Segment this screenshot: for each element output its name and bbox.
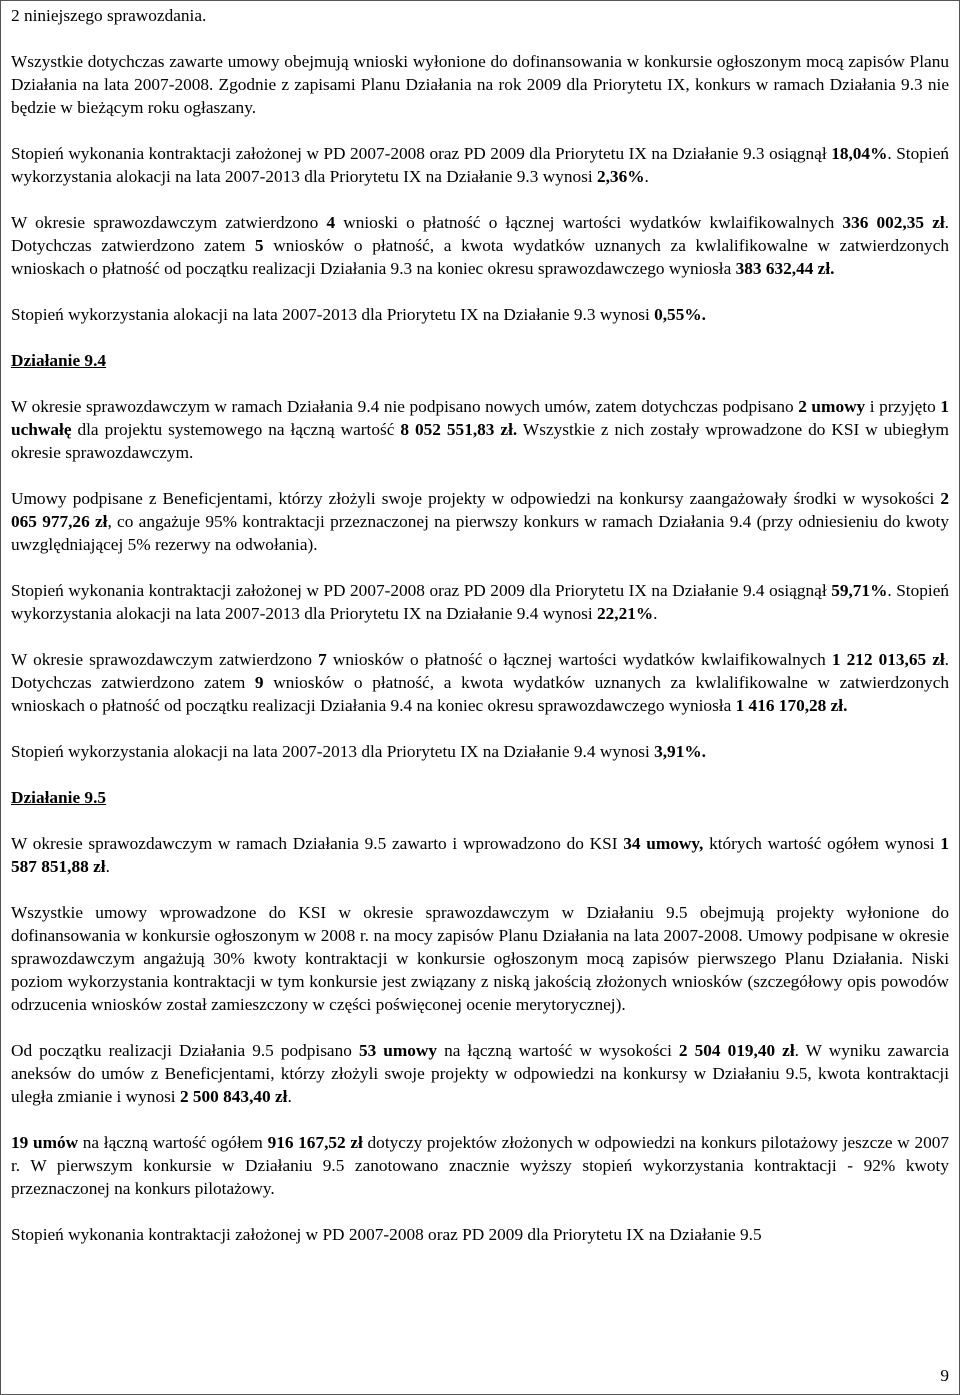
- paragraph-text: Stopień wykonania kontraktacji założonej w PD 2007-2008 oraz PD 2009 dla Priorytetu IX na Działanie 9.5: [11, 1225, 762, 1244]
- paragraph-beneficiaries-9-4: [11, 487, 949, 556]
- bold-value: 19 umów: [11, 1133, 79, 1152]
- bold-value: 2 065 977,26 zł: [11, 489, 949, 531]
- paragraph-text: . W wyniku zawarcia aneksów do umów z Beneficjentami, którzy złożyli swoje projekty w odpowiedzi na konkursy w Działaniu 9.5, kwota kontraktacji uległa zmianie i wynosi: [11, 1041, 949, 1106]
- bold-value: 1 212 013,65 zł: [831, 650, 945, 669]
- paragraph-contracting-level-9-4: [11, 579, 949, 625]
- paragraph-text: Wszystkie umowy wprowadzone do KSI w okresie sprawozdawczym w Działaniu 9.5 obejmują projekty wyłonione do dofinansowania w konkursie ogłoszonym w 2008 r. na mocy zapisów Planu Działania na lata 2007-2008. Umowy podpisane w okresie sprawozdawczym angażują 30% kwoty kontraktacji w konkursie ogłoszonym mocą zapisów pierwszego Planu Działania. Niski poziom wykorzystania kontraktacji w tym konkursie jest związany z niską jakością złożonych wniosków (szczegółowy opis powodów odrzucenia wniosków został zamieszczony w części poświęconej ocenie merytorycznej).: [11, 903, 949, 1014]
- bold-value: 916 167,52 zł: [267, 1133, 363, 1152]
- paragraph-text: . Dotychczas zatwierdzono zatem: [11, 213, 949, 255]
- paragraph-contracts-9-4: [11, 395, 949, 464]
- paragraph-text: .: [287, 1087, 292, 1106]
- paragraph-contracting-level-9-3: [11, 142, 949, 188]
- paragraph-text: wnioski o płatność o łącznej wartości wydatków kwlaifikowalnych: [335, 213, 843, 232]
- paragraph-text: i przyjęto: [865, 397, 941, 416]
- paragraph-text: Wszystkie z nich zostały wprowadzone do KSI w ubiegłym okresie sprawozdawczym.: [11, 420, 950, 462]
- paragraph-text: Umowy podpisane z Beneficjentami, którzy złożyli swoje projekty w odpowiedzi na konkursy zaangażowały środki w wysokości: [11, 489, 941, 508]
- paragraph-contracting-level-9-5: [11, 1223, 949, 1246]
- paragraph-allocation-usage-9-4: [11, 740, 949, 763]
- bold-value: 8 052 551,83 zł.: [400, 420, 518, 439]
- paragraph-allocation-usage-9-3: [11, 303, 949, 326]
- paragraph-text: dotyczy projektów złożonych w odpowiedzi na konkurs pilotażowy jeszcze w 2007 r. W pierwszym konkursie w Działaniu 9.5 zanotowano znacznie wyższy stopień wykorzystania kontraktacji - 92% kwoty przeznaczonej na konkurs pilotażowy.: [11, 1133, 950, 1198]
- paragraph-text: W okresie sprawozdawczym w ramach Działania 9.4 nie podpisano nowych umów, zatem dotychczas podpisano: [11, 397, 799, 416]
- paragraph-text: wniosków o płatność o łącznej wartości wydatków kwlaifikowalnych: [326, 650, 832, 669]
- paragraph-ksi-contracts-9-5: [11, 901, 949, 1016]
- paragraph-text: Stopień wykonania kontraktacji założonej w PD 2007-2008 oraz PD 2009 dla Priorytetu IX na Działanie 9.3 osiągnął: [11, 144, 832, 163]
- paragraph-text: .: [105, 857, 110, 876]
- bold-value: 1 416 170,28 zł.: [735, 696, 848, 715]
- paragraph-text: wniosków o płatność, a kwota wydatków uznanych za kwlalifikowalne w zatwierdzonych wnioskach o płatność od początku realizacji Działania 9.3 na koniec okresu sprawozdawczego wyniosła: [11, 236, 949, 278]
- paragraph-payment-claims-9-3: [11, 211, 949, 280]
- bold-value: 53 umowy: [358, 1041, 438, 1060]
- paragraph-text: .: [653, 604, 658, 623]
- paragraph-text: na łączną wartość ogółem: [78, 1133, 268, 1152]
- document-body: [11, 4, 949, 1269]
- paragraph-text: W okresie sprawozdawczym zatwierdzono: [11, 213, 327, 232]
- bold-value: 1 uchwałę: [11, 397, 949, 439]
- paragraph-continuation: [11, 4, 949, 27]
- bold-value: 1 587 851,88 zł: [11, 834, 949, 876]
- section-heading-9-5: Działanie 9.5: [11, 788, 107, 807]
- paragraph-total-contracts-9-5: [11, 1039, 949, 1108]
- paragraph-text: Stopień wykorzystania alokacji na lata 2007-2013 dla Priorytetu IX na Działanie 9.4 wynosi: [11, 742, 655, 761]
- paragraph-text: na łączną wartość w wysokości: [437, 1041, 679, 1060]
- paragraph-payment-claims-9-4: [11, 648, 949, 717]
- bold-value: 59,71%: [831, 581, 888, 600]
- paragraph-text: Od początku realizacji Działania 9.5 podpisano: [11, 1041, 359, 1060]
- paragraph-text: których wartość ogółem wynosi: [703, 834, 941, 853]
- paragraph-text: Stopień wykonania kontraktacji założonej w PD 2007-2008 oraz PD 2009 dla Priorytetu IX na Działanie 9.4 osiągnął: [11, 581, 832, 600]
- bold-value: 4: [326, 213, 336, 232]
- paragraph-text: . Stopień wykorzystania alokacji na lata 2007-2013 dla Priorytetu IX na Działanie 9.4 wynosi: [11, 581, 950, 623]
- bold-value: 22,21%: [596, 604, 654, 623]
- paragraph-text: W okresie sprawozdawczym w ramach Działania 9.5 zawarto i wprowadzono do KSI: [11, 834, 624, 853]
- paragraph-text: . Dotychczas zatwierdzono zatem: [11, 650, 949, 692]
- paragraph-text: Wszystkie dotychczas zawarte umowy obejmują wnioski wyłonione do dofinansowania w konkursie ogłoszonym mocą zapisów Planu Działania na lata 2007-2008. Zgodnie z zapisami Planu Działania na rok 2009 dla Priorytetu IX, konkurs w ramach Działania 9.3 nie będzie w bieżącym roku ogłaszany.: [11, 52, 949, 117]
- bold-value: 0,55%.: [654, 305, 706, 324]
- paragraph-text: .: [644, 167, 649, 186]
- paragraph-contracts-9-5: [11, 832, 949, 878]
- bold-value: 2 500 843,40 zł: [179, 1087, 288, 1106]
- paragraph-text: 2 niniejszego sprawozdania.: [11, 6, 207, 25]
- paragraph-text: W okresie sprawozdawczym zatwierdzono: [11, 650, 319, 669]
- paragraph-text: wniosków o płatność, a kwota wydatków uznanych za kwlalifikowalne w zatwierdzonych wnioskach o płatność od początku realizacji Działania 9.4 na koniec okresu sprawozdawczego wyniosła: [11, 673, 949, 715]
- paragraph-text: , co angażuje 95% kontraktacji przeznaczonej na pierwszy konkurs w ramach Działania 9.4 (przy odniesieniu do kwoty uwzględniającej 5% rezerwy na odwołania).: [11, 512, 950, 554]
- section-heading-9-4: Działanie 9.4: [11, 351, 107, 370]
- paragraph-text: Stopień wykorzystania alokacji na lata 2007-2013 dla Priorytetu IX na Działanie 9.3 wynosi: [11, 305, 655, 324]
- bold-value: 336 002,35 zł: [842, 213, 945, 232]
- bold-value: 2,36%: [596, 167, 645, 186]
- paragraph-pilot-contest-9-5: [11, 1131, 949, 1200]
- paragraph-contracts-9-3: [11, 50, 949, 119]
- bold-value: 34 umowy,: [623, 834, 704, 853]
- bold-value: 5: [254, 236, 264, 255]
- paragraph-text: . Stopień wykorzystania alokacji na lata 2007-2013 dla Priorytetu IX na Działanie 9.3 wynosi: [11, 144, 950, 186]
- bold-value: 9: [254, 673, 264, 692]
- page-number: 9: [940, 1366, 949, 1385]
- bold-value: 2 504 019,40 zł: [678, 1041, 795, 1060]
- bold-value: 7: [318, 650, 327, 669]
- paragraph-text: dla projektu systemowego na łączną wartość: [71, 420, 401, 439]
- bold-value: 3,91%.: [654, 742, 706, 761]
- bold-value: 18,04%: [831, 144, 888, 163]
- bold-value: 383 632,44 zł.: [735, 259, 835, 278]
- bold-value: 2 umowy: [798, 397, 866, 416]
